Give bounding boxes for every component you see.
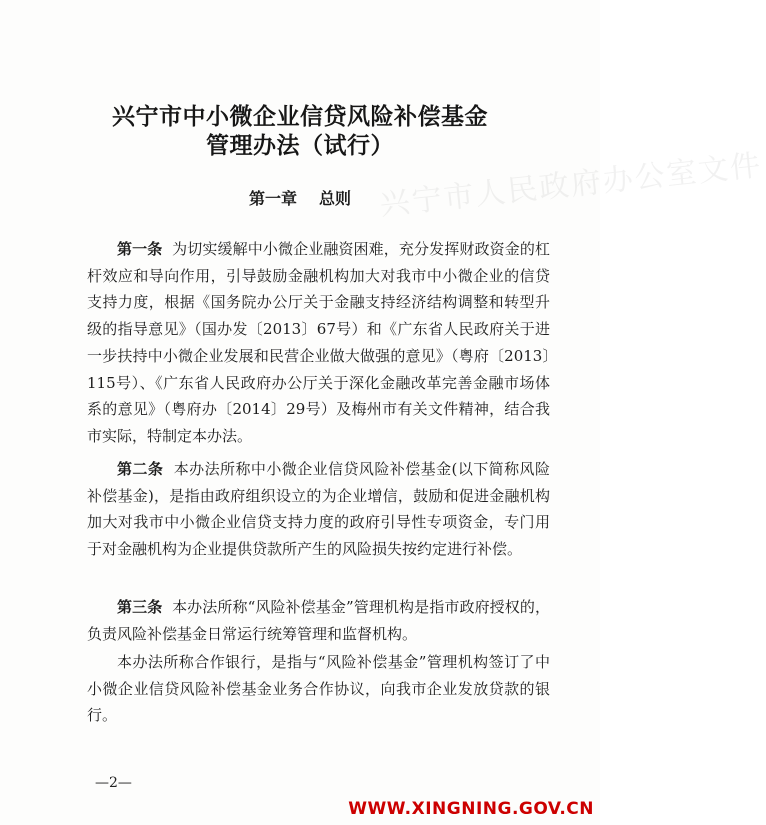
paragraph-partner-bank-text: 本办法所称合作银行，是指与“风险补偿基金”管理机构签订了中小微企业信贷风险补偿基金业务合作协议，向我市企业发放贷款的银行。 bbox=[87, 653, 550, 725]
article-2 bbox=[87, 456, 550, 563]
document-title-line-2: 管理办法（试行） bbox=[206, 132, 394, 159]
article-1-text: 为切实缓解中小微企业融资困难，充分发挥财政资金的杠杆效应和导向作用，引导鼓励金融机构加大对我市中小微企业的信贷支持力度，根据《国务院办公厅关于金融支持经济结构调整和转型升级的指导意见》（国办发〔2013〕67号）和《广东省人民政府关于进一步扶持中小微企业发展和民营企业做大做强的意见》（粤府〔2013〕115号）、《广东省人民政府办公厅关于深化金融改革完善金融市场体系的意见》（粤府办〔2014〕29号）及梅州市有关文件精神，结合我市实际，特制定本办法。 bbox=[87, 240, 550, 445]
article-2-text: 本办法所称中小微企业信贷风险补偿基金(以下简称风险补偿基金)，是指由政府组织设立的为企业增信，鼓励和促进金融机构加大对我市中小微企业信贷支持力度的政府引导性专项资金，专门用于对金融机构为企业提供贷款所产生的风险损失按约定进行补偿。 bbox=[87, 460, 550, 559]
website-url: WWW.XINGNING.GOV.CN bbox=[348, 799, 594, 819]
article-1 bbox=[87, 236, 550, 450]
article-3-text: 本办法所称“风险补偿基金”管理机构是指市政府授权的，负责风险补偿基金日常运行统筹管理和监督机构。 bbox=[87, 598, 550, 643]
chapter-number: 第一章 bbox=[248, 189, 297, 208]
chapter-title: 总则 bbox=[319, 189, 352, 208]
page-number: —2— bbox=[95, 775, 132, 791]
article-1-label: 第一条 bbox=[117, 240, 163, 258]
document-title-line-1: 兴宁市中小微企业信贷风险补偿基金 bbox=[112, 103, 488, 130]
watermark: 兴宁市人民政府办公室文件 bbox=[378, 147, 764, 223]
article-3-label: 第三条 bbox=[117, 598, 163, 616]
paragraph-partner-bank bbox=[87, 649, 550, 729]
chapter-heading bbox=[0, 188, 600, 210]
article-3 bbox=[87, 594, 550, 647]
article-2-label: 第二条 bbox=[117, 460, 164, 478]
